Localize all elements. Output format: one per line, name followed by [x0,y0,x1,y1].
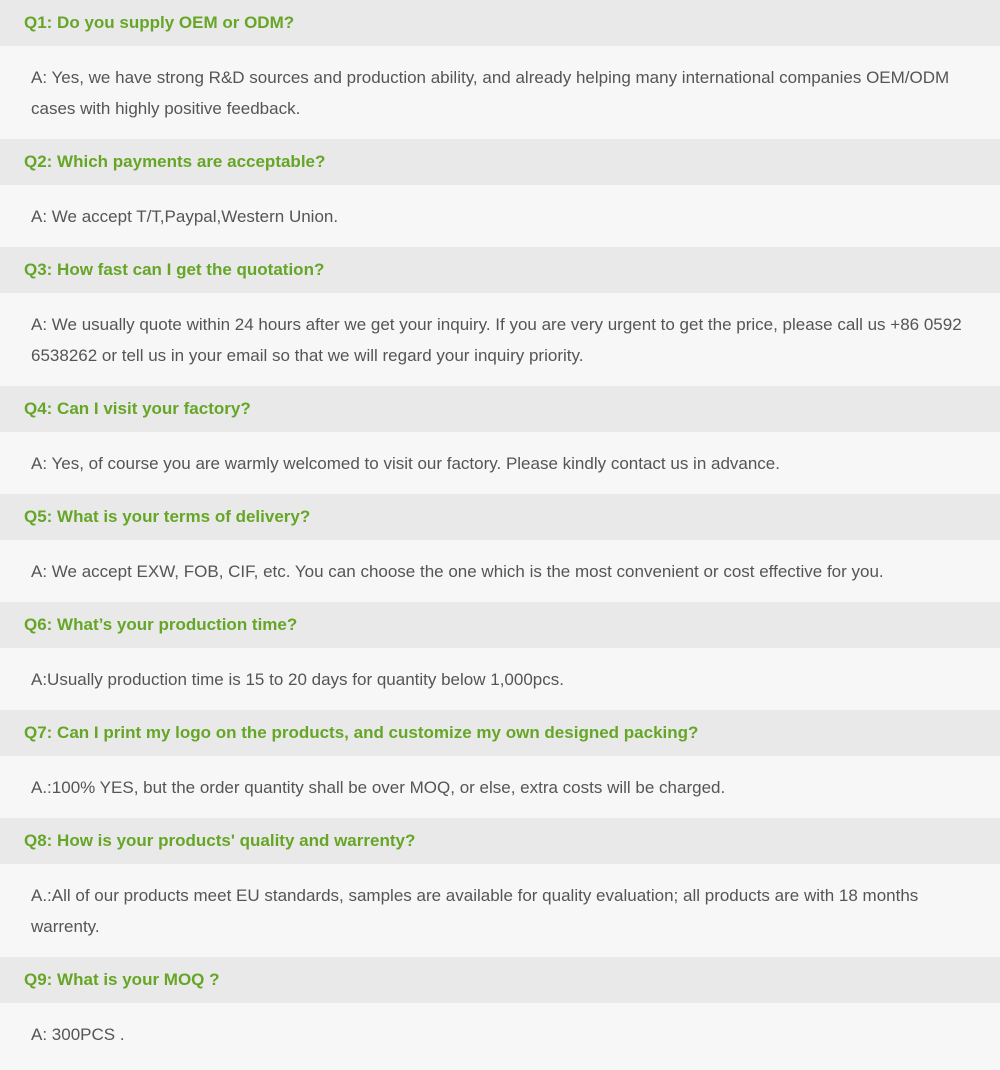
question-q9: Q9: What is your MOQ ? [0,957,1000,1003]
answer-q4: A: Yes, of course you are warmly welcomed to visit our factory. Please kindly contact us in advance. [0,432,1000,494]
question-q5: Q5: What is your terms of delivery? [0,494,1000,540]
faq-item-q3 [0,247,1000,386]
question-q4: Q4: Can I visit your factory? [0,386,1000,432]
faq-item-q9 [0,957,1000,1065]
faq-item-q2 [0,139,1000,247]
question-q3: Q3: How fast can I get the quotation? [0,247,1000,293]
answer-q5: A: We accept EXW, FOB, CIF, etc. You can choose the one which is the most convenient or cost effective for you. [0,540,1000,602]
question-q6: Q6: What’s your production time? [0,602,1000,648]
question-q2: Q2: Which payments are acceptable? [0,139,1000,185]
answer-q8: A.:All of our products meet EU standards, samples are available for quality evaluation; all products are with 18 months warrenty. [0,864,1000,957]
faq-item-q6 [0,602,1000,710]
answer-q6: A:Usually production time is 15 to 20 days for quantity below 1,000pcs. [0,648,1000,710]
answer-q3: A: We usually quote within 24 hours after we get your inquiry. If you are very urgent to get the price, please call us +86 0592 6538262 or tell us in your email so that we will regard your inquiry priority. [0,293,1000,386]
question-q7: Q7: Can I print my logo on the products, and customize my own designed packing? [0,710,1000,756]
question-q1: Q1: Do you supply OEM or ODM? [0,0,1000,46]
faq-item-q4 [0,386,1000,494]
faq-item-q8 [0,818,1000,957]
faq-item-q5 [0,494,1000,602]
answer-q2: A: We accept T/T,Paypal,Western Union. [0,185,1000,247]
answer-q7: A.:100% YES, but the order quantity shall be over MOQ, or else, extra costs will be charged. [0,756,1000,818]
answer-q9: A: 300PCS . [0,1003,1000,1065]
answer-q1: A: Yes, we have strong R&D sources and production ability, and already helping many international companies OEM/ODM cases with highly positive feedback. [0,46,1000,139]
faq-item-q1 [0,0,1000,139]
faq-item-q7 [0,710,1000,818]
question-q8: Q8: How is your products' quality and warrenty? [0,818,1000,864]
